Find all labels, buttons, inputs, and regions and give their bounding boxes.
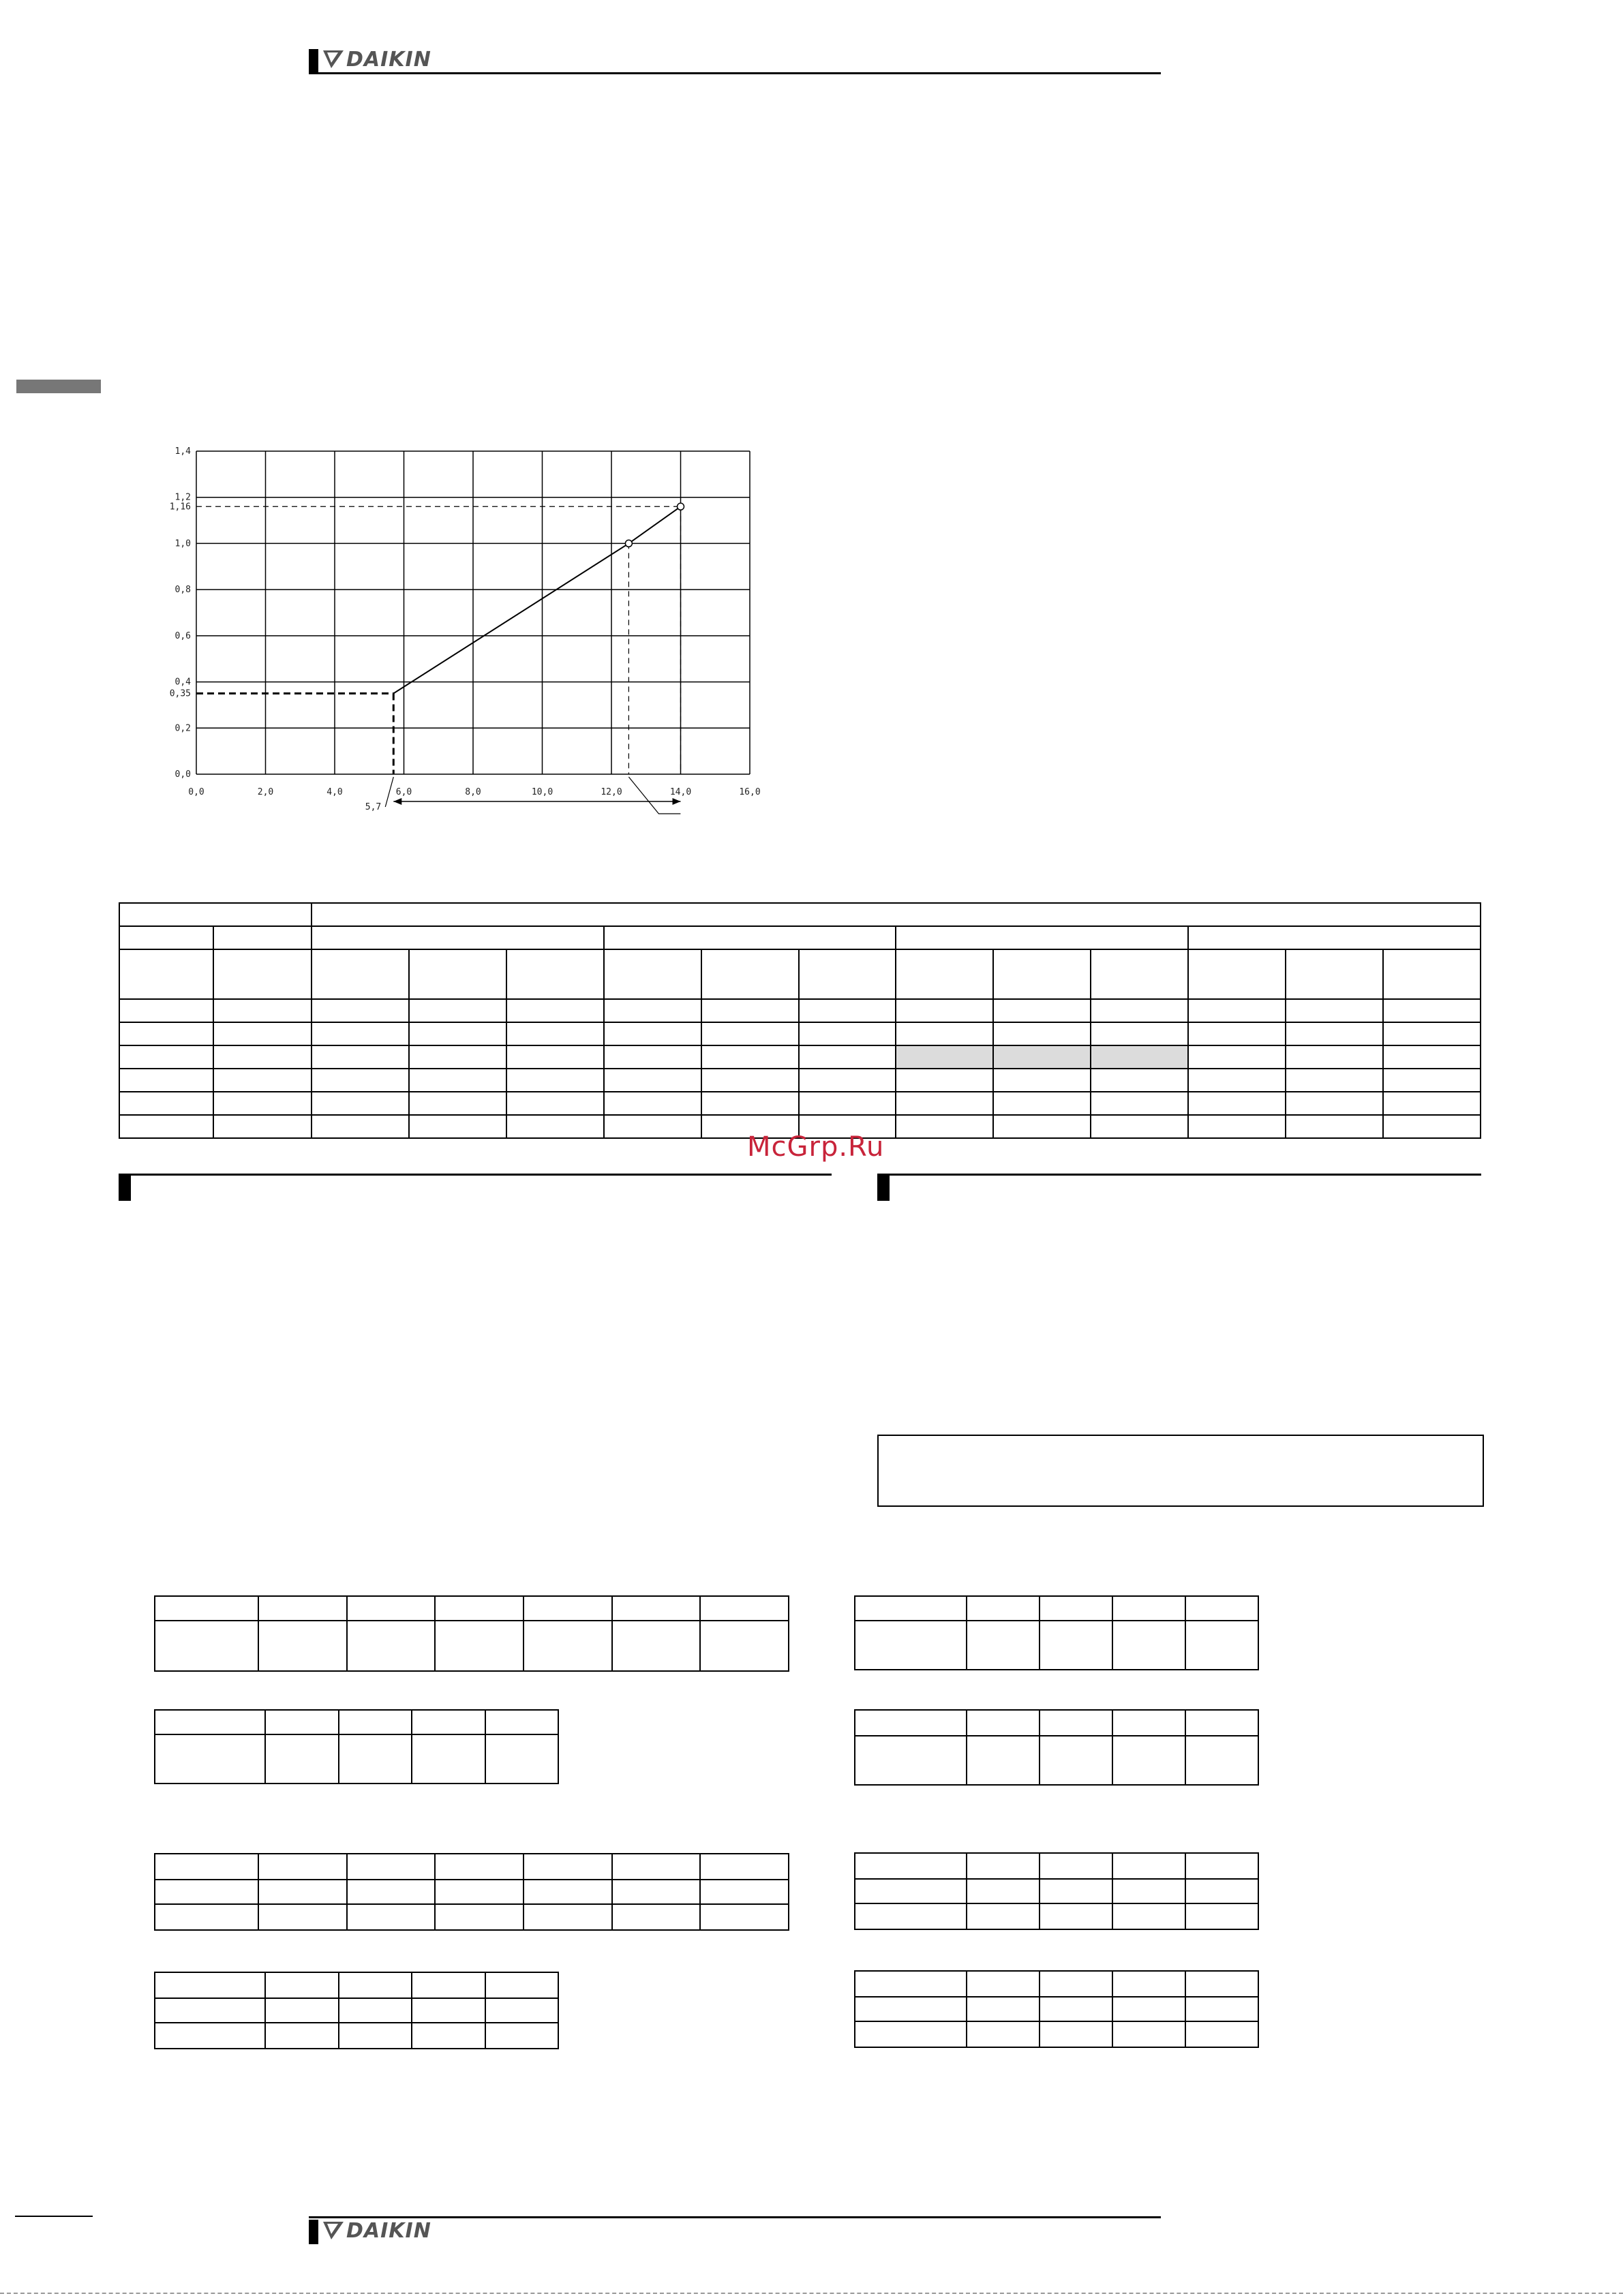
table-cell (604, 1045, 701, 1069)
table-cell (347, 1880, 436, 1904)
table-cell (312, 949, 409, 999)
x-tick-label: 14,0 (669, 787, 692, 797)
performance-chart (150, 436, 777, 831)
table-cell (1112, 1621, 1185, 1670)
x-tick-label: 8,0 (465, 787, 481, 797)
table-cell (155, 1998, 265, 2023)
table-cell (1383, 1069, 1481, 1092)
table-cell (799, 999, 896, 1022)
table-cell (855, 1879, 967, 1903)
table-cell (1040, 1853, 1112, 1879)
table-cell (604, 1092, 701, 1115)
table-cell (155, 1710, 265, 1734)
table-cell (258, 1596, 347, 1621)
table-cell (1040, 1736, 1112, 1785)
table-cell (799, 1069, 896, 1092)
table-cell (1286, 999, 1383, 1022)
table-cell (312, 1045, 409, 1069)
table-cell (213, 1069, 312, 1092)
table-cell (1040, 1879, 1112, 1903)
footer-brand: DAIKIN (346, 2219, 431, 2243)
table-cell (967, 1853, 1040, 1879)
table-cell (258, 1621, 347, 1671)
spec-table-8 (854, 1970, 1259, 2048)
table-cell (896, 1022, 993, 1045)
table-row (855, 1596, 1258, 1621)
table-cell (1383, 1045, 1481, 1069)
table-cell (1383, 1022, 1481, 1045)
table-cell (855, 1621, 967, 1670)
table-cell (524, 1596, 612, 1621)
table-cell (1112, 2021, 1185, 2047)
table-cell (855, 1710, 967, 1736)
arrow-head (673, 798, 681, 805)
table-cell (485, 1734, 559, 1784)
table-cell (485, 1972, 559, 1998)
spec-table-6 (854, 1709, 1259, 1786)
table-cell (409, 1022, 506, 1045)
table-cell (506, 1045, 604, 1069)
table-cell (347, 1621, 436, 1671)
table-cell (799, 1022, 896, 1045)
table-cell (1040, 1997, 1112, 2021)
x-tick-label: 16,0 (739, 787, 761, 797)
table-cell (213, 1045, 312, 1069)
table-row (119, 1092, 1481, 1115)
table-cell (1040, 1710, 1112, 1736)
table-row (855, 1971, 1258, 1997)
table-row (155, 1596, 789, 1621)
footer-bar-mark (309, 2220, 318, 2244)
header-logo (323, 48, 431, 72)
section-heading-right (877, 1174, 1481, 1201)
table-cell (1040, 1903, 1112, 1929)
table-cell (604, 949, 701, 999)
table-cell (265, 1734, 339, 1784)
table-cell (1112, 1736, 1185, 1785)
table-cell (435, 1854, 524, 1880)
table-cell (1040, 2021, 1112, 2047)
table-row (855, 1736, 1258, 1785)
table-row (155, 1854, 789, 1880)
table-cell (1185, 1997, 1258, 2021)
table-cell (1188, 1069, 1286, 1092)
table-cell (1112, 1596, 1185, 1621)
table-cell (993, 1115, 1091, 1138)
section-rule (877, 1174, 1481, 1176)
table-cell (1091, 1022, 1188, 1045)
table-cell (435, 1596, 524, 1621)
spec-table-3 (154, 1853, 789, 1931)
spec-table-1 (154, 1595, 789, 1672)
table-cell (339, 1734, 412, 1784)
table-cell (993, 1022, 1091, 1045)
table-cell (258, 1854, 347, 1880)
spec-table-5 (854, 1595, 1259, 1670)
table-cell (896, 1115, 993, 1138)
header-bar-mark (309, 49, 318, 74)
table-cell (312, 999, 409, 1022)
table-cell (1188, 1045, 1286, 1069)
table-cell (213, 926, 312, 949)
y-tick-label: 1,2 (175, 492, 191, 503)
y-tick-label: 1,4 (175, 446, 191, 457)
table-cell (700, 1621, 789, 1671)
table-cell (312, 1022, 409, 1045)
y-tick-label: 0,8 (175, 585, 191, 596)
table-row (155, 1710, 558, 1734)
table-cell (967, 1621, 1040, 1670)
table-row (155, 1998, 558, 2023)
table-cell (265, 2023, 339, 2049)
table-cell (155, 1854, 258, 1880)
table-cell (1383, 1115, 1481, 1138)
table-cell (1188, 926, 1481, 949)
table-row (855, 1853, 1258, 1879)
table-cell (506, 1069, 604, 1092)
table-cell (604, 1022, 701, 1045)
header-brand: DAIKIN (346, 48, 431, 72)
data-point-marker (625, 540, 632, 547)
note-box (877, 1435, 1484, 1507)
table-cell (119, 1045, 213, 1069)
table-cell (312, 1069, 409, 1092)
table-cell (1383, 949, 1481, 999)
table-cell (701, 1069, 799, 1092)
table-cell (485, 1710, 559, 1734)
table-cell (1112, 1853, 1185, 1879)
table-cell (967, 2021, 1040, 2047)
table-cell (1185, 1621, 1258, 1670)
table-cell (119, 1069, 213, 1092)
leader-line (385, 777, 393, 807)
table-cell (1383, 1092, 1481, 1115)
table-cell (612, 1854, 701, 1880)
table-cell (435, 1621, 524, 1671)
table-row (155, 1972, 558, 1998)
side-section-tab (16, 380, 101, 393)
table-cell (524, 1904, 612, 1930)
x-tick-label: 0,0 (188, 787, 204, 797)
table-cell (1185, 1971, 1258, 1997)
x-tick-label: 2,0 (257, 787, 274, 797)
watermark-text: McGrp.Ru (747, 1131, 885, 1163)
table-cell (347, 1596, 436, 1621)
table-cell (604, 926, 896, 949)
table-cell (1286, 1022, 1383, 1045)
section-rule (119, 1174, 832, 1176)
table-cell (265, 1710, 339, 1734)
table-cell (409, 949, 506, 999)
table-cell (1112, 1903, 1185, 1929)
table-cell (1286, 1092, 1383, 1115)
table-cell (799, 1092, 896, 1115)
table-cell (1185, 1879, 1258, 1903)
table-cell (1185, 2021, 1258, 2047)
table-cell (612, 1904, 701, 1930)
table-row (155, 1904, 789, 1930)
table-cell (485, 2023, 559, 2049)
table-cell (967, 1971, 1040, 1997)
table-cell (799, 949, 896, 999)
table-cell (1188, 1092, 1286, 1115)
table-cell (155, 1904, 258, 1930)
table-cell (213, 1092, 312, 1115)
spec-table-2 (154, 1709, 559, 1784)
table-cell (258, 1904, 347, 1930)
table-cell (435, 1880, 524, 1904)
table-cell (524, 1880, 612, 1904)
table-cell (604, 1069, 701, 1092)
table-cell (855, 1971, 967, 1997)
table-row (855, 1710, 1258, 1736)
table-row (155, 1880, 789, 1904)
table-cell (700, 1596, 789, 1621)
table-cell (896, 999, 993, 1022)
y-tick-label: 0,0 (175, 769, 191, 780)
table-cell (155, 1880, 258, 1904)
table-cell (1112, 1710, 1185, 1736)
table-cell (1112, 1997, 1185, 2021)
table-cell (119, 1115, 213, 1138)
table-cell (1286, 1115, 1383, 1138)
table-cell (412, 1998, 485, 2023)
table-cell (700, 1854, 789, 1880)
table-cell (896, 1069, 993, 1092)
table-cell (1188, 999, 1286, 1022)
table-cell (1188, 949, 1286, 999)
table-cell (506, 999, 604, 1022)
table-cell (993, 949, 1091, 999)
table-row (119, 903, 1481, 926)
table-cell (1383, 999, 1481, 1022)
table-cell (155, 1621, 258, 1671)
spec-table-7 (854, 1852, 1259, 1930)
table-cell (967, 1997, 1040, 2021)
arrow-head (393, 798, 401, 805)
footer-left-rule (15, 2216, 93, 2217)
table-row (119, 1045, 1481, 1069)
table-cell (967, 1903, 1040, 1929)
table-cell (1091, 1069, 1188, 1092)
table-cell (967, 1879, 1040, 1903)
table-cell (855, 2021, 967, 2047)
series-line (393, 506, 680, 693)
table-cell (1188, 1022, 1286, 1045)
table-cell (1286, 1069, 1383, 1092)
table-cell (1286, 1045, 1383, 1069)
table-cell (155, 1596, 258, 1621)
table-cell (258, 1880, 347, 1904)
table-cell (799, 1045, 896, 1069)
table-row (855, 1879, 1258, 1903)
table-cell (155, 2023, 265, 2049)
table-cell (119, 999, 213, 1022)
data-point-marker (678, 503, 684, 510)
table-cell (339, 1972, 412, 1998)
y-tick-label: 0,6 (175, 630, 191, 641)
table-cell (1185, 1903, 1258, 1929)
capacity-table (119, 902, 1481, 1139)
table-cell (485, 1998, 559, 2023)
table-cell (506, 949, 604, 999)
table-cell (604, 1115, 701, 1138)
table-cell (993, 1092, 1091, 1115)
table-cell (312, 926, 604, 949)
table-cell (700, 1904, 789, 1930)
table-cell (312, 1115, 409, 1138)
table-cell (896, 926, 1188, 949)
daikin-logo-icon (323, 50, 344, 68)
table-cell-highlight (993, 1045, 1091, 1069)
table-row (119, 999, 1481, 1022)
table-cell (855, 1596, 967, 1621)
y-tick-label: 1,0 (175, 538, 191, 549)
table-cell (1112, 1879, 1185, 1903)
table-cell (339, 1710, 412, 1734)
table-cell (1286, 949, 1383, 999)
table-row (119, 1022, 1481, 1045)
x-tick-label: 4,0 (327, 787, 343, 797)
y-tick-label: 1,16 (169, 502, 191, 512)
table-cell (855, 1903, 967, 1929)
table-cell (119, 1022, 213, 1045)
table-row (855, 1997, 1258, 2021)
table-row (155, 1734, 558, 1784)
table-cell (119, 949, 213, 999)
table-cell (1185, 1736, 1258, 1785)
table-cell (155, 1734, 265, 1784)
table-cell (412, 1972, 485, 1998)
table-cell-highlight (896, 1045, 993, 1069)
table-cell (312, 1092, 409, 1115)
table-cell (347, 1854, 436, 1880)
table-cell (1188, 1115, 1286, 1138)
table-cell (993, 999, 1091, 1022)
table-cell (409, 999, 506, 1022)
header-rule (309, 72, 1161, 74)
table-cell (1112, 1971, 1185, 1997)
table-cell (701, 949, 799, 999)
table-cell (409, 1092, 506, 1115)
table-row (855, 1903, 1258, 1929)
table-cell (1091, 949, 1188, 999)
table-cell (701, 1022, 799, 1045)
table-cell (612, 1621, 701, 1671)
footer-rule (309, 2216, 1161, 2218)
table-cell (896, 949, 993, 999)
table-cell (1185, 1710, 1258, 1736)
y-tick-label: 0,4 (175, 677, 191, 688)
x-tick-label: 12,0 (601, 787, 622, 797)
table-cell (1040, 1971, 1112, 1997)
table-cell (213, 999, 312, 1022)
table-cell (409, 1069, 506, 1092)
table-cell (524, 1621, 612, 1671)
table-cell (339, 2023, 412, 2049)
table-cell (700, 1880, 789, 1904)
table-cell (1185, 1853, 1258, 1879)
table-cell (896, 1092, 993, 1115)
table-row (155, 2023, 558, 2049)
table-cell (506, 1115, 604, 1138)
table-cell (701, 1045, 799, 1069)
section-marker (119, 1174, 131, 1201)
table-cell (701, 999, 799, 1022)
table-cell (855, 1853, 967, 1879)
table-cell (506, 1092, 604, 1115)
table-row (855, 1621, 1258, 1670)
section-marker (877, 1174, 890, 1201)
table-cell (213, 949, 312, 999)
table-cell (967, 1710, 1040, 1736)
table-cell (213, 1022, 312, 1045)
table-cell (1091, 1115, 1188, 1138)
table-cell (119, 903, 312, 926)
table-cell (524, 1854, 612, 1880)
table-cell (265, 1972, 339, 1998)
x-tick-label: 6,0 (395, 787, 412, 797)
table-row (855, 2021, 1258, 2047)
y-tick-label: 0,2 (175, 723, 191, 734)
table-cell (1185, 1596, 1258, 1621)
footer-logo (323, 2219, 431, 2243)
table-cell (855, 1997, 967, 2021)
table-row (119, 1069, 1481, 1092)
table-cell (409, 1045, 506, 1069)
y-tick-label: 0,35 (169, 688, 191, 699)
table-cell-highlight (1091, 1045, 1188, 1069)
table-cell (612, 1880, 701, 1904)
table-cell (412, 2023, 485, 2049)
table-cell (435, 1904, 524, 1930)
table-cell (612, 1596, 701, 1621)
table-cell (412, 1734, 485, 1784)
table-cell (506, 1022, 604, 1045)
page-bottom-edge (0, 2293, 1623, 2295)
table-cell (967, 1736, 1040, 1785)
x-tick-label: 10,0 (531, 787, 553, 797)
table-row (155, 1621, 789, 1671)
table-cell (265, 1998, 339, 2023)
table-cell (1091, 999, 1188, 1022)
table-cell (155, 1972, 265, 1998)
table-cell (701, 1092, 799, 1115)
table-cell (119, 926, 213, 949)
table-cell (1040, 1596, 1112, 1621)
daikin-logo-icon (323, 2222, 344, 2239)
table-cell (604, 999, 701, 1022)
table-cell (855, 1736, 967, 1785)
table-cell (339, 1998, 412, 2023)
table-cell (347, 1904, 436, 1930)
spec-table-4 (154, 1972, 559, 2049)
table-cell (409, 1115, 506, 1138)
table-cell (312, 903, 1481, 926)
section-heading-left (119, 1174, 832, 1201)
table-row (119, 926, 1481, 949)
annotation-label: 5,7 (365, 802, 382, 812)
table-row (119, 949, 1481, 999)
table-cell (1091, 1092, 1188, 1115)
table-cell (1040, 1621, 1112, 1670)
table-cell (993, 1069, 1091, 1092)
table-cell (119, 1092, 213, 1115)
table-cell (967, 1596, 1040, 1621)
table-cell (412, 1710, 485, 1734)
table-cell (213, 1115, 312, 1138)
